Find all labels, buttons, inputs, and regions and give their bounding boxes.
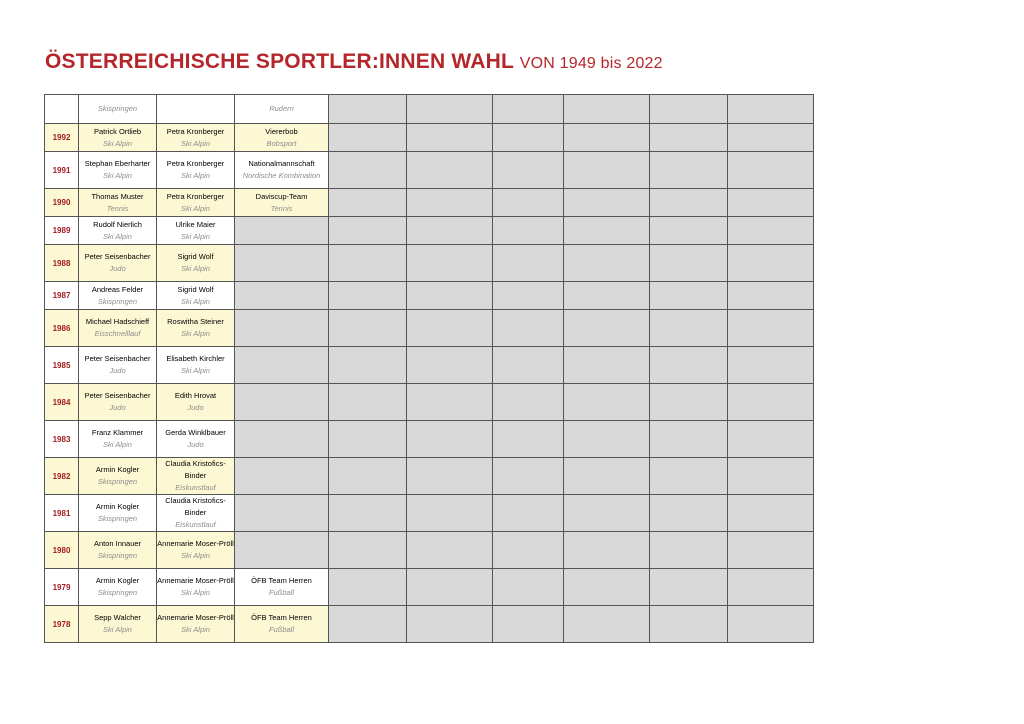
table-row [45, 532, 814, 569]
team-cell-empty [235, 347, 329, 384]
empty-cell [564, 532, 650, 569]
empty-cell [493, 347, 564, 384]
empty-cell [407, 245, 493, 282]
empty-cell [564, 217, 650, 245]
table-row [45, 384, 814, 421]
empty-cell [329, 421, 407, 458]
empty-cell [407, 384, 493, 421]
female-sport: Eiskunstlauf [175, 520, 216, 529]
year-cell: 1981 [45, 495, 79, 532]
female-cell [157, 152, 235, 189]
empty-cell [329, 384, 407, 421]
female-cell [157, 384, 235, 421]
year-cell: 1988 [45, 245, 79, 282]
empty-cell [493, 124, 564, 152]
team-cell-empty [235, 495, 329, 532]
male-sport: Judo [109, 366, 126, 375]
year-cell: 1985 [45, 347, 79, 384]
year-cell: 1986 [45, 310, 79, 347]
male-sport: Ski Alpin [103, 138, 132, 148]
year-cell: 1984 [45, 384, 79, 421]
team-sport: Bobsport [266, 138, 297, 148]
empty-cell [407, 152, 493, 189]
female-sport: Judo [187, 403, 204, 412]
year-cell: 1978 [45, 606, 79, 643]
table-row [45, 282, 814, 310]
male-sport: Judo [109, 264, 126, 273]
empty-cell [407, 458, 493, 495]
team-sport: Rudern [269, 104, 294, 113]
empty-cell [329, 532, 407, 569]
empty-cell [564, 495, 650, 532]
empty-cell [728, 347, 814, 384]
male-name: Thomas Muster [91, 191, 144, 201]
empty-cell [650, 152, 728, 189]
empty-cell [728, 569, 814, 606]
empty-cell [564, 95, 650, 124]
female-cell [157, 532, 235, 569]
empty-cell [564, 310, 650, 347]
empty-cell [728, 310, 814, 347]
female-name: Annemarie Moser-Pröll [157, 613, 234, 622]
male-cell [79, 217, 157, 245]
empty-cell [650, 189, 728, 217]
team-name: ÖFB Team Herren [251, 576, 312, 585]
empty-cell [329, 606, 407, 643]
table-row [45, 124, 814, 152]
female-name: Petra Kronberger [166, 191, 225, 201]
empty-cell [407, 495, 493, 532]
male-cell [79, 495, 157, 532]
empty-cell [564, 569, 650, 606]
empty-cell [728, 532, 814, 569]
male-cell [79, 152, 157, 189]
team-sport: Nordische Kombination [242, 171, 321, 180]
year-cell: 1983 [45, 421, 79, 458]
female-sport: Ski Alpin [181, 171, 210, 180]
team-name: ÖFB Team Herren [251, 613, 312, 622]
empty-cell [650, 347, 728, 384]
male-sport: Skispringen [97, 551, 138, 560]
table-row [45, 421, 814, 458]
male-sport: Ski Alpin [103, 625, 132, 634]
empty-cell [728, 245, 814, 282]
female-cell [157, 569, 235, 606]
female-cell [157, 310, 235, 347]
empty-cell [564, 421, 650, 458]
male-name: Peter Seisenbacher [84, 252, 151, 261]
table-body [45, 95, 814, 643]
empty-cell [329, 189, 407, 217]
male-sport: Ski Alpin [103, 171, 132, 180]
year-cell: 1992 [45, 124, 79, 152]
empty-cell [650, 421, 728, 458]
year-cell: 1991 [45, 152, 79, 189]
male-name: Franz Klammer [91, 428, 144, 437]
empty-cell [650, 124, 728, 152]
male-name: Armin Kogler [95, 465, 140, 474]
empty-cell [650, 282, 728, 310]
team-cell [235, 124, 329, 152]
table-row [45, 495, 814, 532]
empty-cell [650, 384, 728, 421]
empty-cell [329, 245, 407, 282]
empty-cell [728, 152, 814, 189]
empty-cell [564, 152, 650, 189]
female-cell [157, 606, 235, 643]
empty-cell [728, 495, 814, 532]
empty-cell [564, 347, 650, 384]
year-cell: 1990 [45, 189, 79, 217]
female-name: Annemarie Moser-Pröll [157, 576, 234, 585]
empty-cell [407, 569, 493, 606]
female-name: Claudia Kristofics-Binder [165, 496, 226, 517]
male-cell [79, 189, 157, 217]
male-name: Andreas Felder [91, 284, 144, 294]
male-sport: Skispringen [97, 477, 138, 486]
empty-cell [493, 95, 564, 124]
male-name: Sepp Walcher [94, 613, 141, 622]
male-cell [79, 384, 157, 421]
empty-cell [329, 347, 407, 384]
female-name: Ulrike Maier [175, 219, 216, 229]
empty-cell [728, 95, 814, 124]
male-name: Rudolf Nierlich [93, 219, 142, 229]
empty-cell [493, 606, 564, 643]
empty-cell [407, 606, 493, 643]
empty-cell [329, 569, 407, 606]
female-cell [157, 124, 235, 152]
empty-cell [493, 152, 564, 189]
empty-cell [564, 458, 650, 495]
male-cell [79, 606, 157, 643]
empty-cell [407, 189, 493, 217]
table-row [45, 347, 814, 384]
female-cell [157, 245, 235, 282]
empty-cell [650, 95, 728, 124]
empty-cell [493, 421, 564, 458]
male-cell [79, 245, 157, 282]
table-row [45, 245, 814, 282]
year-cell: 1989 [45, 217, 79, 245]
team-name: Viererbob [265, 126, 298, 136]
empty-cell [329, 124, 407, 152]
male-cell [79, 95, 157, 124]
male-sport: Skispringen [97, 104, 138, 113]
year-cell: 1979 [45, 569, 79, 606]
title-suffix: VON 1949 bis 2022 [519, 55, 663, 72]
female-name: Petra Kronberger [166, 159, 225, 168]
female-sport: Ski Alpin [181, 231, 210, 241]
empty-cell [407, 124, 493, 152]
title-main: ÖSTERREICHISCHE SPORTLER:INNEN WAHL [45, 50, 514, 73]
male-sport: Judo [109, 403, 126, 412]
female-cell [157, 95, 235, 124]
team-sport: Tennis [270, 203, 293, 213]
empty-cell [493, 495, 564, 532]
team-cell [235, 152, 329, 189]
female-name: Petra Kronberger [166, 126, 225, 136]
empty-cell [329, 282, 407, 310]
empty-cell [728, 217, 814, 245]
table-row [45, 569, 814, 606]
empty-cell [728, 189, 814, 217]
empty-cell [329, 495, 407, 532]
empty-cell [407, 421, 493, 458]
empty-cell [564, 282, 650, 310]
male-name: Anton Innauer [93, 539, 142, 548]
team-cell [235, 189, 329, 217]
female-name: Gerda Winklbauer [165, 428, 226, 437]
team-cell [235, 569, 329, 606]
female-name: Claudia Kristofics-Binder [165, 459, 226, 480]
team-cell-empty [235, 532, 329, 569]
female-sport: Ski Alpin [181, 138, 210, 148]
empty-cell [564, 384, 650, 421]
female-name: Roswitha Steiner [167, 317, 224, 326]
male-sport: Ski Alpin [103, 231, 132, 241]
team-cell-empty [235, 458, 329, 495]
male-sport: Skispringen [97, 514, 138, 523]
male-sport: Skispringen [97, 588, 138, 597]
female-name: Edith Hrovat [174, 391, 217, 400]
table-row [45, 606, 814, 643]
empty-cell [650, 606, 728, 643]
empty-cell [564, 606, 650, 643]
empty-cell [493, 310, 564, 347]
team-sport: Fußball [268, 625, 294, 634]
empty-cell [493, 532, 564, 569]
table-row [45, 189, 814, 217]
empty-cell [564, 245, 650, 282]
empty-cell [493, 458, 564, 495]
male-sport: Ski Alpin [103, 440, 132, 449]
female-name: Sigrid Wolf [177, 252, 214, 261]
empty-cell [493, 217, 564, 245]
empty-cell [650, 458, 728, 495]
empty-cell [407, 347, 493, 384]
sports-awards-table [44, 94, 814, 643]
team-cell-empty [235, 310, 329, 347]
female-cell [157, 495, 235, 532]
empty-cell [407, 95, 493, 124]
empty-cell [407, 217, 493, 245]
empty-cell [493, 384, 564, 421]
team-cell-empty [235, 282, 329, 310]
empty-cell [329, 95, 407, 124]
female-cell [157, 282, 235, 310]
year-cell: 1987 [45, 282, 79, 310]
female-sport: Ski Alpin [181, 296, 210, 306]
female-sport: Eiskunstlauf [175, 483, 216, 492]
female-name: Annemarie Moser-Pröll [157, 539, 234, 548]
female-sport: Judo [187, 440, 204, 449]
empty-cell [564, 124, 650, 152]
female-sport: Ski Alpin [181, 203, 210, 213]
empty-cell [407, 532, 493, 569]
male-name: Peter Seisenbacher [84, 391, 151, 400]
female-sport: Ski Alpin [181, 551, 210, 560]
year-cell: 1980 [45, 532, 79, 569]
male-name: Michael Hadschieff [85, 317, 150, 326]
male-sport: Skispringen [97, 296, 138, 306]
male-name: Armin Kogler [95, 502, 140, 511]
female-sport: Ski Alpin [181, 366, 210, 375]
empty-cell [329, 458, 407, 495]
male-cell [79, 458, 157, 495]
year-cell [45, 95, 79, 124]
team-cell [235, 95, 329, 124]
empty-cell [329, 217, 407, 245]
team-cell-empty [235, 384, 329, 421]
female-cell [157, 347, 235, 384]
female-name: Sigrid Wolf [177, 284, 214, 294]
empty-cell [650, 245, 728, 282]
empty-cell [728, 458, 814, 495]
male-cell [79, 124, 157, 152]
team-cell [235, 606, 329, 643]
female-sport: Ski Alpin [181, 625, 210, 634]
female-cell [157, 421, 235, 458]
year-cell: 1982 [45, 458, 79, 495]
empty-cell [493, 569, 564, 606]
team-cell-empty [235, 217, 329, 245]
team-cell-empty [235, 245, 329, 282]
table-row [45, 458, 814, 495]
empty-cell [650, 495, 728, 532]
team-cell-empty [235, 421, 329, 458]
empty-cell [493, 245, 564, 282]
table-row [45, 310, 814, 347]
team-sport: Fußball [268, 588, 294, 597]
female-sport: Ski Alpin [181, 329, 210, 338]
empty-cell [728, 282, 814, 310]
empty-cell [564, 189, 650, 217]
male-cell [79, 310, 157, 347]
male-cell [79, 347, 157, 384]
empty-cell [728, 384, 814, 421]
female-cell [157, 458, 235, 495]
empty-cell [728, 124, 814, 152]
female-sport: Ski Alpin [181, 264, 210, 273]
empty-cell [407, 282, 493, 310]
empty-cell [650, 569, 728, 606]
male-cell [79, 282, 157, 310]
empty-cell [329, 152, 407, 189]
male-cell [79, 532, 157, 569]
empty-cell [650, 217, 728, 245]
empty-cell [407, 310, 493, 347]
male-name: Peter Seisenbacher [84, 354, 151, 363]
table-row-partial [45, 95, 814, 124]
female-cell [157, 217, 235, 245]
empty-cell [493, 282, 564, 310]
page-title [45, 50, 663, 76]
empty-cell [728, 421, 814, 458]
table-row [45, 152, 814, 189]
male-name: Stephan Eberharter [84, 159, 151, 168]
female-sport: Ski Alpin [181, 588, 210, 597]
empty-cell [650, 532, 728, 569]
team-name: Nationalmannschaft [248, 159, 315, 168]
male-sport: Eisschnelllauf [94, 329, 141, 338]
male-name: Armin Kogler [95, 576, 140, 585]
male-sport: Tennis [106, 203, 129, 213]
male-cell [79, 421, 157, 458]
empty-cell [329, 310, 407, 347]
table-row [45, 217, 814, 245]
female-name: Elisabeth Kirchler [166, 354, 225, 363]
female-cell [157, 189, 235, 217]
empty-cell [650, 310, 728, 347]
male-cell [79, 569, 157, 606]
empty-cell [728, 606, 814, 643]
team-name: Daviscup-Team [255, 191, 308, 201]
empty-cell [493, 189, 564, 217]
male-name: Patrick Ortlieb [93, 126, 142, 136]
